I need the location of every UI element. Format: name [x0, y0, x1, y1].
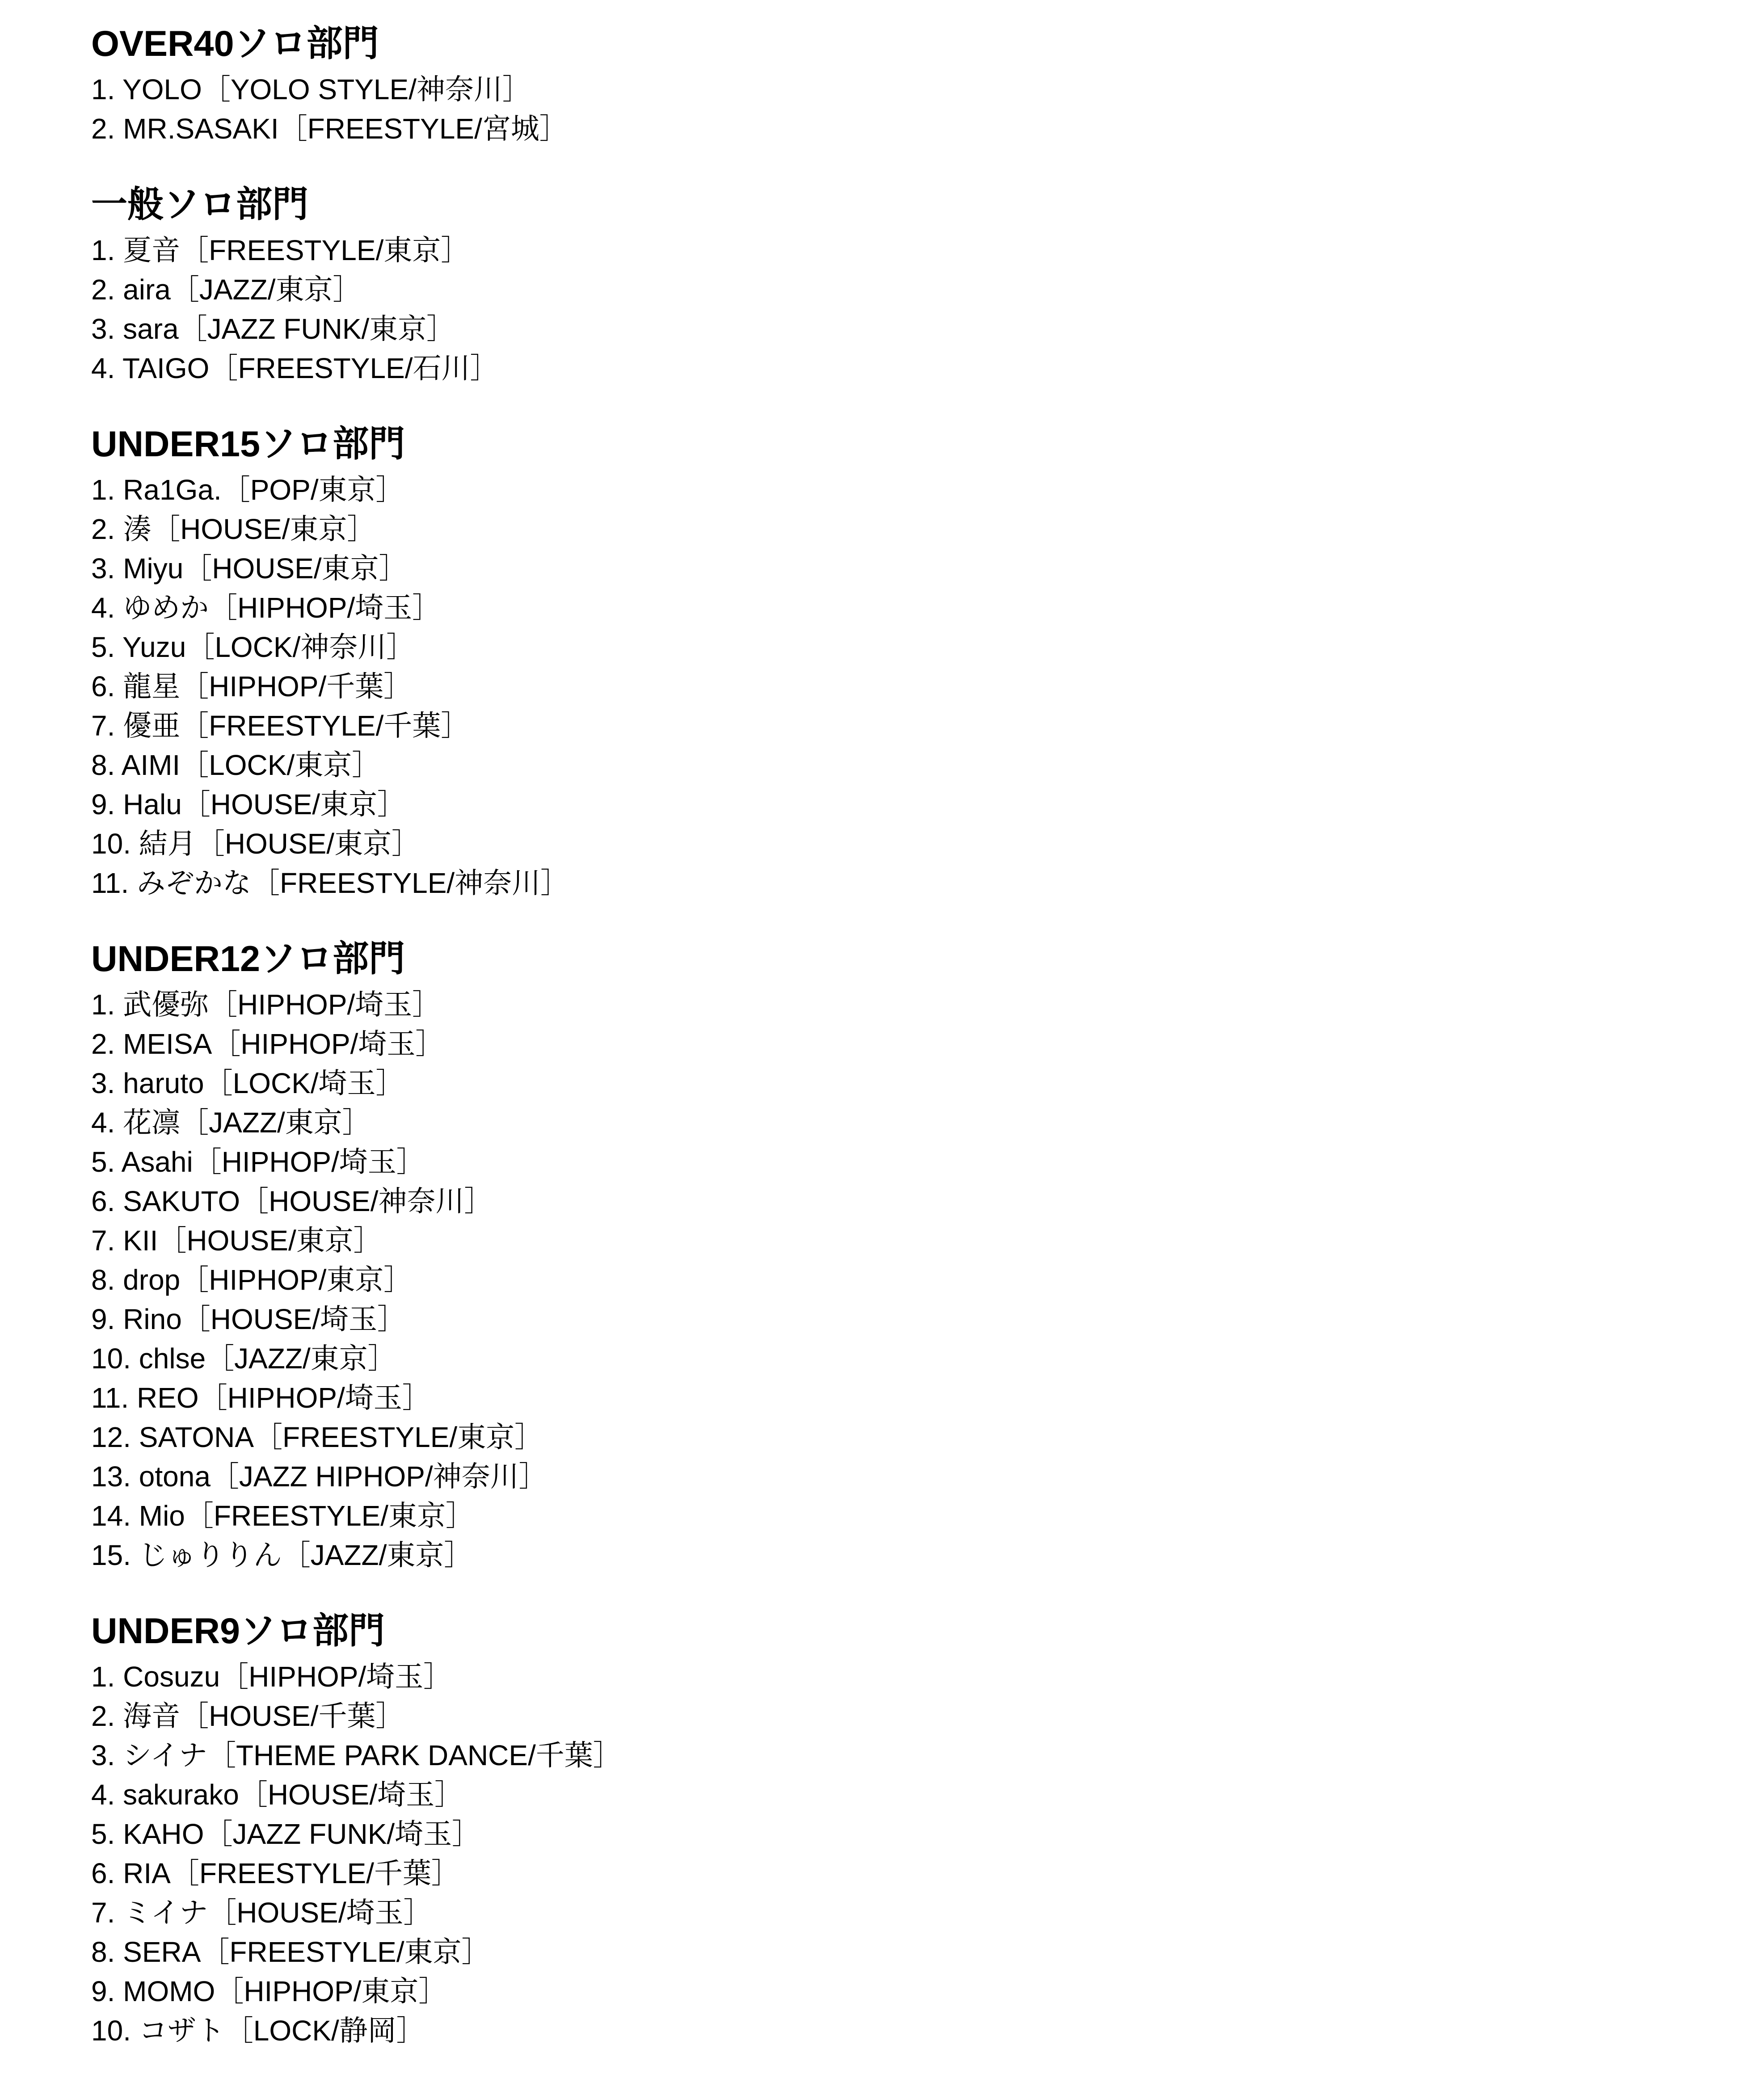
entry-item: 9. Rino［HOUSE/埼玉］ [91, 1303, 406, 1335]
entry-item: 4. TAIGO［FREESTYLE/石川］ [91, 352, 499, 384]
entry-item: 14. Mio［FREESTYLE/東京］ [91, 1500, 475, 1532]
division-section [91, 933, 1700, 1575]
division-title: UNDER9ソロ部門 [91, 1611, 385, 1651]
entry-item: 7. KII［HOUSE/東京］ [91, 1224, 382, 1257]
division-section [91, 18, 1700, 148]
entry-item: 5. Asahi［HIPHOP/埼玉］ [91, 1146, 425, 1178]
entry-item: 1. 夏音［FREESTYLE/東京］ [91, 234, 470, 266]
entry-item: 13. otona［JAZZ HIPHOP/神奈川］ [91, 1460, 547, 1493]
results-document [91, 18, 1700, 2081]
entry-item: 3. haruto［LOCK/埼玉］ [91, 1067, 404, 1099]
entry-item: 2. MEISA［HIPHOP/埼玉］ [91, 1028, 444, 1060]
division-section [91, 179, 1700, 388]
entry-item: 4. ゆめか［HIPHOP/埼玉］ [91, 592, 441, 624]
entry-list [91, 231, 1700, 388]
entry-item: 3. sara［JAZZ FUNK/東京］ [91, 313, 455, 345]
division-title: UNDER15ソロ部門 [91, 424, 405, 464]
division-title: 一般ソロ部門 [91, 185, 309, 225]
entry-item: 3. Miyu［HOUSE/東京］ [91, 552, 408, 585]
entry-item: 11. REO［HIPHOP/埼玉］ [91, 1382, 431, 1414]
entry-list [91, 985, 1700, 1575]
entry-item: 10. コザト［LOCK/静岡］ [91, 2015, 425, 2047]
entry-list [91, 470, 1700, 903]
entry-item: 10. chlse［JAZZ/東京］ [91, 1342, 396, 1375]
entry-item: 1. YOLO［YOLO STYLE/神奈川］ [91, 73, 531, 105]
entry-item: 1. Cosuzu［HIPHOP/埼玉］ [91, 1661, 452, 1693]
entry-item: 6. SAKUTO［HOUSE/神奈川］ [91, 1185, 493, 1217]
entry-item: 12. SATONA［FREESTYLE/東京］ [91, 1421, 543, 1453]
entry-item: 4. 花凛［JAZZ/東京］ [91, 1106, 371, 1139]
entry-item: 5. KAHO［JAZZ FUNK/埼玉］ [91, 1818, 481, 1850]
entry-item: 8. drop［HIPHOP/東京］ [91, 1264, 413, 1296]
entry-item: 2. 海音［HOUSE/千葉］ [91, 1700, 404, 1732]
division-section [91, 418, 1700, 903]
entry-item: 6. 龍星［HIPHOP/千葉］ [91, 670, 413, 702]
entry-item: 10. 結月［HOUSE/東京］ [91, 828, 421, 860]
entry-item: 8. AIMI［LOCK/東京］ [91, 749, 381, 781]
division-section [91, 1605, 1700, 2050]
entry-item: 2. aira［JAZZ/東京］ [91, 273, 362, 306]
entry-item: 9. Halu［HOUSE/東京］ [91, 788, 406, 820]
entry-item: 7. ミイナ［HOUSE/埼玉］ [91, 1897, 432, 1929]
entry-item: 9. MOMO［HIPHOP/東京］ [91, 1975, 447, 2007]
entry-item: 1. Ra1Ga.［POP/東京］ [91, 474, 404, 506]
division-title: OVER40ソロ部門 [91, 24, 379, 64]
entry-item: 15. じゅりりん［JAZZ/東京］ [91, 1539, 473, 1571]
entry-item: 11. みぞかな［FREESTYLE/神奈川］ [91, 867, 569, 899]
entry-item: 1. 武優弥［HIPHOP/埼玉］ [91, 988, 441, 1021]
entry-item: 2. 湊［HOUSE/東京］ [91, 513, 376, 545]
entry-item: 2. MR.SASAKI［FREESTYLE/宮城］ [91, 113, 568, 145]
entry-list [91, 1657, 1700, 2050]
division-title: UNDER12ソロ部門 [91, 939, 405, 979]
entry-item: 5. Yuzu［LOCK/神奈川］ [91, 631, 415, 663]
entry-item: 6. RIA［FREESTYLE/千葉］ [91, 1857, 460, 1889]
entry-item: 4. sakurako［HOUSE/埼玉］ [91, 1779, 463, 1811]
entry-item: 7. 優亜［FREESTYLE/千葉］ [91, 710, 470, 742]
entry-item: 3. シイナ［THEME PARK DANCE/千葉］ [91, 1739, 622, 1771]
entry-list [91, 70, 1700, 148]
entry-item: 8. SERA［FREESTYLE/東京］ [91, 1936, 490, 1968]
